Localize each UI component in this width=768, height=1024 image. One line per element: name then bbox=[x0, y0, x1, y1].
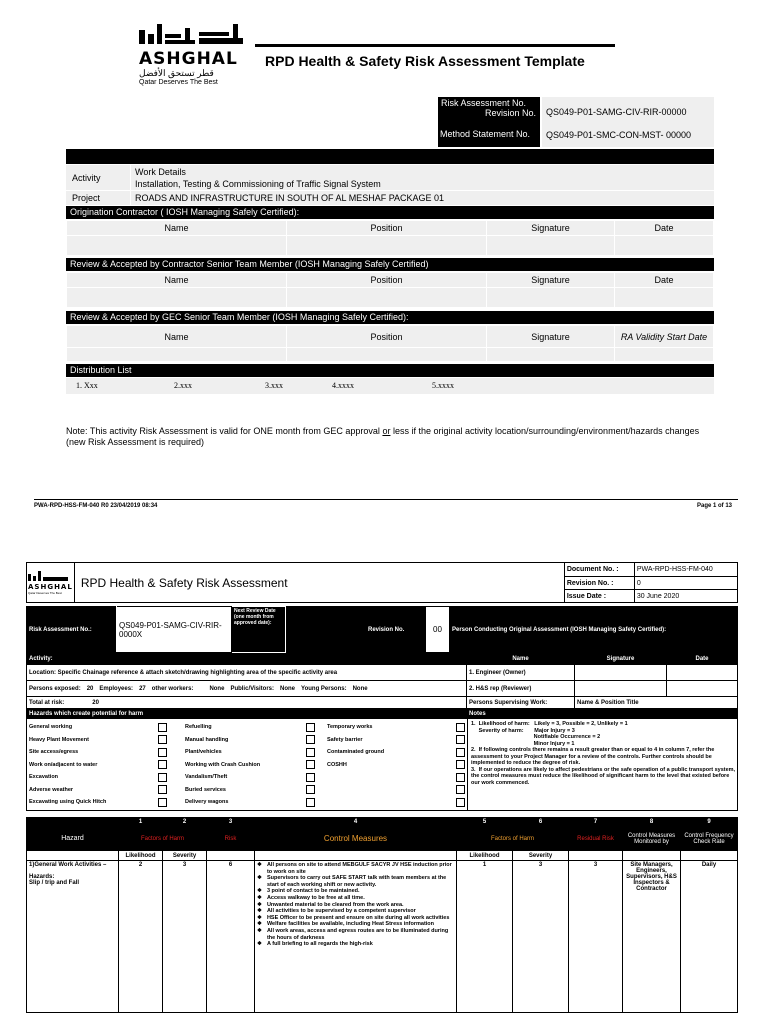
col-position: Position bbox=[287, 221, 487, 236]
monitored-by-header: Control Measures Monitored by bbox=[623, 827, 681, 851]
hazard-checkbox[interactable] bbox=[456, 798, 465, 807]
next-review-date: Next Review Date (one month from approved date): bbox=[232, 607, 286, 653]
signature-col: Signature bbox=[575, 654, 667, 665]
contractor-review-header: Review & Accepted by Contractor Senior Team Member (IOSH Managing Safely Certified) bbox=[66, 258, 714, 271]
severity-label: Severity bbox=[163, 851, 207, 861]
severity-label-2: Severity bbox=[513, 851, 569, 861]
issue-date-label: Issue Date : bbox=[564, 590, 634, 603]
col-position: Position bbox=[287, 326, 487, 348]
hazard-checkbox[interactable] bbox=[456, 748, 465, 757]
hazard-checkbox[interactable] bbox=[306, 735, 315, 744]
likelihood-label-2: Likelihood bbox=[457, 851, 513, 861]
project-label: Project bbox=[72, 193, 101, 203]
hazard-checkbox[interactable] bbox=[456, 773, 465, 782]
col-date: Date bbox=[615, 221, 714, 236]
hazard-checkbox[interactable] bbox=[158, 760, 167, 769]
ra-no-label: Risk Assessment No. bbox=[441, 98, 527, 108]
title-rule bbox=[255, 44, 615, 47]
distribution-item: 4.xxxx bbox=[332, 381, 354, 390]
page-title: RPD Health & Safety Risk Assessment Template bbox=[265, 53, 585, 69]
bullet-icon: ❖ bbox=[257, 927, 262, 934]
revision-no-label-2: Revision No. bbox=[366, 607, 426, 653]
control-measure-item: ❖ All activities to be supervised by a competent supervisor bbox=[257, 908, 416, 915]
small-logo bbox=[27, 563, 75, 603]
col-name: Name bbox=[67, 326, 287, 348]
control-measures-header: Control Measures bbox=[255, 827, 457, 851]
col-name: Name bbox=[67, 221, 287, 236]
bullet-icon: ❖ bbox=[257, 901, 262, 908]
frequency-header: Control Frequency Check Rate bbox=[681, 827, 738, 851]
bullet-icon: ❖ bbox=[257, 908, 262, 915]
date-col: Date bbox=[667, 654, 738, 665]
hazard-checkbox[interactable] bbox=[306, 748, 315, 757]
ms-no-value: QS049-P01-SMC-CON-MST- 00000 bbox=[546, 130, 692, 140]
origination-header: Origination Contractor ( IOSH Managing Safely Certified): bbox=[66, 206, 714, 219]
col-position: Position bbox=[287, 273, 487, 288]
ashghal-logo-small-mark bbox=[28, 571, 70, 581]
ra-no-value-2: QS049-P01-SAMG-CIV-RIR-0000X bbox=[117, 607, 232, 653]
control-measure-item: ❖ 3 point of contact to be maintained. bbox=[257, 888, 360, 895]
activity-section bbox=[66, 165, 714, 205]
gec-review-table bbox=[66, 325, 714, 362]
col-1: 1 bbox=[119, 818, 163, 827]
hazard-checklist-item: Safety barrier bbox=[327, 734, 465, 747]
risk-header: Risk bbox=[207, 827, 255, 851]
hazard-checklist-item: Working with Crash Cushion bbox=[185, 759, 315, 772]
hazard-checklist-item: General working bbox=[29, 721, 167, 734]
col-3: 3 bbox=[207, 818, 255, 827]
bullet-icon: ❖ bbox=[257, 914, 262, 921]
hazard-checkbox[interactable] bbox=[456, 735, 465, 744]
bullet-icon: ❖ bbox=[257, 941, 262, 948]
location-text: Location: Specific Chainage reference & attach sketch/drawing highlighting area of the specific activity area bbox=[27, 665, 467, 681]
hazard-checkbox[interactable] bbox=[456, 760, 465, 769]
hazard-checkbox[interactable] bbox=[306, 798, 315, 807]
frequency-value: Daily bbox=[681, 861, 738, 1013]
severity-value: 3 bbox=[163, 861, 207, 1013]
note-line: 3. If our operations are likely to affect pedestrians or the safe operation of a public transport system, the control measures must reduce the likelihood of significant harm to the level that existed before our work commenced. bbox=[471, 766, 737, 786]
hazard-checkbox[interactable] bbox=[306, 773, 315, 782]
hazard-checklist-item: Plant/vehicles bbox=[185, 746, 315, 759]
col-signature: Signature bbox=[487, 273, 615, 288]
hse-rep: 2. H&S rep (Reviewer) bbox=[467, 681, 575, 697]
footer-rule bbox=[34, 499, 738, 500]
hazard-checkbox[interactable] bbox=[158, 748, 167, 757]
hazard-checkbox[interactable] bbox=[456, 723, 465, 732]
revision-no-value-2: 00 bbox=[426, 607, 450, 653]
col-2: 2 bbox=[163, 818, 207, 827]
col-name: Name bbox=[67, 273, 287, 288]
control-measure-item: ❖ HSE Officer to be present and ensure on site during all work activities bbox=[257, 914, 450, 921]
hazard-checkbox[interactable] bbox=[158, 798, 167, 807]
hazard-checklist-item: Temporary works bbox=[327, 721, 465, 734]
control-measures-cell bbox=[255, 861, 457, 1013]
hazard-checklist-item: Vandalism/Theft bbox=[185, 771, 315, 784]
note-line: 1. Likelihood of harm: Likely = 3, Possible = 2, Unlikely = 1 bbox=[471, 721, 628, 727]
bullet-icon: ❖ bbox=[257, 894, 262, 901]
hazard-checkbox[interactable] bbox=[158, 785, 167, 794]
ra-no-value: QS049-P01-SAMG-CIV-RIR-00000 bbox=[546, 107, 687, 117]
hazard-checklist-item: Excavation bbox=[29, 771, 167, 784]
page2-title: RPD Health & Safety Risk Assessment bbox=[74, 563, 564, 603]
risk-table bbox=[26, 817, 738, 1013]
hazard-checklist-item: Excavating using Quick Hitch bbox=[29, 796, 167, 809]
small-logo-latin: ASHGHAL bbox=[28, 582, 73, 591]
hazard-checklist-item: Contaminated ground bbox=[327, 746, 465, 759]
control-measure-item: ❖ Supervisors to carry out SAFE START talk with team members at the start of each working shift or new activity. bbox=[257, 875, 447, 888]
col-9: 9 bbox=[681, 818, 738, 827]
bullet-icon: ❖ bbox=[257, 921, 262, 928]
hazard-header: Hazard bbox=[27, 827, 119, 851]
hazard-checklist-item: COSHH bbox=[327, 759, 465, 772]
risk-value: 6 bbox=[207, 861, 255, 1013]
revision-no-value: 0 bbox=[634, 577, 737, 590]
distribution-header: Distribution List bbox=[66, 364, 714, 377]
origination-table bbox=[66, 220, 714, 256]
work-details-value: Installation, Testing & Commissioning of Traffic Signal System bbox=[135, 179, 381, 189]
hazard-checklist-item: Adverse weather bbox=[29, 784, 167, 797]
work-details-label: Work Details bbox=[135, 167, 186, 177]
distribution-item: 3.xxx bbox=[265, 381, 283, 390]
control-measure-item: ❖ Unwanted material to be cleared from the work area. bbox=[257, 901, 404, 908]
validity-note: Note: This activity Risk Assessment is valid for ONE month from GEC approval or less if the original activity location/surrounding/environment/hazards changes (new Risk Assessment is required) bbox=[66, 426, 700, 447]
control-measure-item: ❖ Access walkway to be free at all time. bbox=[257, 894, 365, 901]
activity-label: Activity bbox=[72, 173, 101, 183]
col-ra-validity: RA Validity Start Date bbox=[615, 326, 714, 348]
control-measure-item: ❖ Welfare facilities be available, including Heat Stress information bbox=[257, 921, 435, 928]
hazard-checklist-section bbox=[26, 719, 738, 811]
supervising-value: Name & Position Title bbox=[575, 697, 738, 709]
engineer-owner: 1. Engineer (Owner) bbox=[467, 665, 575, 681]
note-line: Severity of harm: Major Injury = 3 bbox=[471, 727, 575, 734]
hazard-checklist-item: Delivery wagons bbox=[185, 796, 315, 809]
hazard-checkbox[interactable] bbox=[158, 723, 167, 732]
distribution-item: 2.xxx bbox=[174, 381, 192, 390]
hazard-checklist-item: Site access/egress bbox=[29, 746, 167, 759]
hazard-checkbox[interactable] bbox=[158, 735, 167, 744]
likelihood-value: 2 bbox=[119, 861, 163, 1013]
ref-values-block bbox=[542, 97, 714, 147]
bullet-icon: ❖ bbox=[257, 888, 262, 895]
residual-risk-header: Residual Risk bbox=[569, 827, 623, 851]
project-value: ROADS AND INFRASTRUCTURE IN SOUTH OF AL MESHAF PACKAGE 01 bbox=[135, 193, 445, 203]
hazard-checklist-item: Refuelling bbox=[185, 721, 315, 734]
document-no-label: Document No. : bbox=[564, 563, 634, 577]
col-signature: Signature bbox=[487, 221, 615, 236]
factors-of-harm-header-2: Factors of Harm bbox=[457, 827, 569, 851]
bullet-icon: ❖ bbox=[257, 862, 262, 868]
total-at-risk: Total at risk: 20 bbox=[27, 697, 467, 709]
factors-of-harm-header: Factors of Harm bbox=[119, 827, 207, 851]
ashghal-logo-arabic-mark bbox=[139, 22, 243, 44]
bullet-icon: ❖ bbox=[257, 875, 262, 882]
hazard-checkbox[interactable] bbox=[456, 785, 465, 794]
revision-no-label: Revision No. : bbox=[564, 577, 634, 590]
page-2 bbox=[26, 562, 738, 1013]
revision-label: Revision No. bbox=[484, 108, 536, 118]
distribution-list bbox=[66, 378, 714, 394]
control-measure-item: ❖ All work areas, access and egress routes are to be illuminated during the hours of darkness bbox=[257, 927, 449, 941]
control-measure-item: ❖ A full briefing to all regards the high-risk bbox=[257, 941, 373, 948]
distribution-item: 5.xxxx bbox=[432, 381, 454, 390]
logo-latin: ASHGHAL bbox=[139, 49, 238, 69]
header-black-bar bbox=[66, 149, 714, 164]
monitored-by-value: Site Managers, Engineers, Supervisors, H&S Inspectors & Contractor bbox=[623, 861, 681, 1013]
hazards-title: Hazards which create potential for harm bbox=[27, 709, 467, 719]
hazard-checkbox[interactable] bbox=[158, 773, 167, 782]
activity-label-2: Activity: bbox=[27, 654, 467, 665]
col-date: Date bbox=[615, 273, 714, 288]
col-6: 6 bbox=[513, 818, 569, 827]
logo-tagline-en: Qatar Deserves The Best bbox=[139, 79, 218, 86]
note-line: 2. If following controls there remains a result greater than or equal to 4 in column 7, refer the assessment to your Project Manager for a review of the controls. Further controls should be implemented to reduce the degree of risk. bbox=[471, 747, 716, 766]
hazard-checklist-item: Heavy Plant Movement bbox=[29, 734, 167, 747]
note-line: Minor Injury = 1 bbox=[471, 740, 575, 747]
col-signature: Signature bbox=[487, 326, 615, 348]
persons-exposed-row: Persons exposed: 20 Employees: 27 other workers: None Public/Visitors: None Young Persons: None bbox=[27, 681, 467, 697]
col-5: 5 bbox=[457, 818, 513, 827]
notes-title: Notes bbox=[467, 709, 738, 719]
name-col: Name bbox=[467, 654, 575, 665]
footer-page-number: Page 1 of 13 bbox=[697, 503, 733, 509]
residual-risk-value: 3 bbox=[569, 861, 623, 1013]
hazard-cell: 1)General Work Activities – Hazards: Slip / trip and Fall bbox=[27, 861, 119, 1013]
person-conducting: Person Conducting Original Assessment (IOSH Managing Safety Certified): bbox=[450, 607, 738, 653]
ref-labels-block bbox=[438, 97, 540, 147]
persons-supervising: Persons Supervising Work: bbox=[467, 697, 575, 709]
col-8: 8 bbox=[623, 818, 681, 827]
hazard-checkbox[interactable] bbox=[306, 723, 315, 732]
ms-no-label: Method Statement No. bbox=[440, 129, 531, 139]
col-4: 4 bbox=[255, 818, 457, 827]
logo-tagline-ar: قطر تستحق الأفضل bbox=[139, 68, 214, 78]
issue-date-value: 30 June 2020 bbox=[634, 590, 737, 603]
hazard-checkbox[interactable] bbox=[306, 785, 315, 794]
ashghal-logo bbox=[139, 22, 249, 92]
control-measure-item: ❖ All persons on site to attend MEBGULF SACYR JV HSE induction prior to work on site bbox=[257, 862, 452, 875]
contractor-review-table bbox=[66, 272, 714, 308]
hazard-checklist-item: Manual handling bbox=[185, 734, 315, 747]
hazard-checkbox[interactable] bbox=[306, 760, 315, 769]
document-no-value: PWA-RPD-HSS-FM-040 bbox=[634, 563, 737, 577]
hazard-checklist-item: Work on/adjacent to water bbox=[29, 759, 167, 772]
residual-severity: 3 bbox=[513, 861, 569, 1013]
note-line: Notifiable Occurrence = 2 bbox=[471, 734, 601, 740]
hazard-checklist-item: Buried services bbox=[185, 784, 315, 797]
likelihood-label: Likelihood bbox=[119, 851, 163, 861]
gec-review-header: Review & Accepted by GEC Senior Team Member (IOSH Managing Safely Certified): bbox=[66, 311, 714, 324]
col-7: 7 bbox=[569, 818, 623, 827]
distribution-item: 1. Xxx bbox=[76, 381, 98, 390]
small-logo-tagline: Qatar Deserves The Best bbox=[28, 590, 62, 595]
residual-likelihood: 1 bbox=[457, 861, 513, 1013]
ra-no-label-2: Risk Assessment No.: bbox=[27, 607, 117, 653]
footer-doc-ref: PWA-RPD-HSS-FM-040 R0 23/04/2019 08:34 bbox=[34, 503, 158, 509]
